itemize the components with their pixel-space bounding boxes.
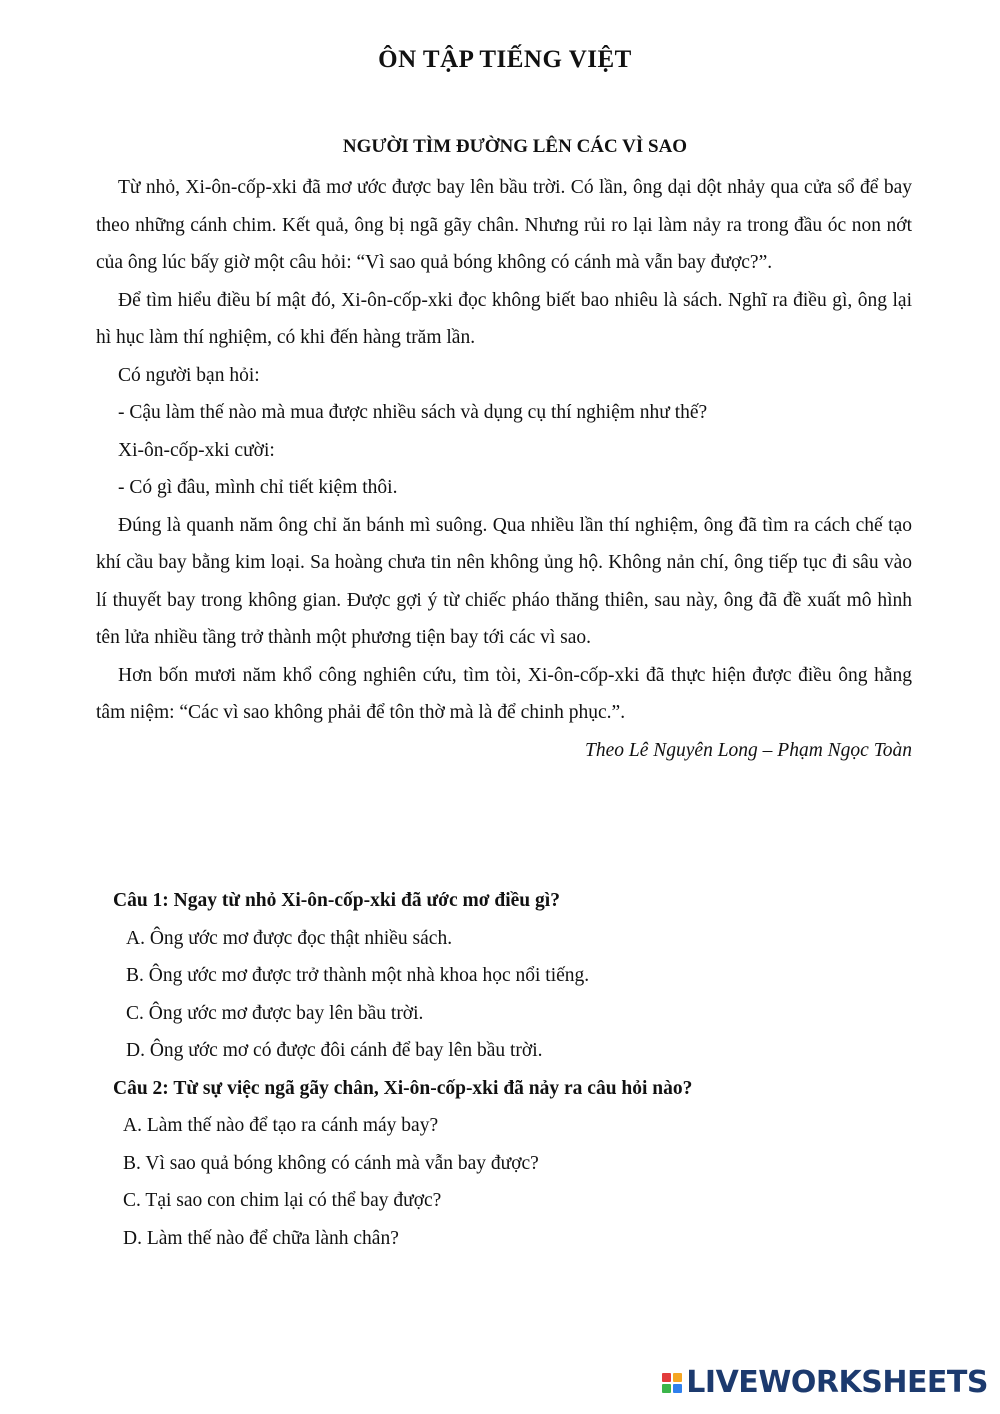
page-title: ÔN TẬP TIẾNG VIỆT: [378, 46, 632, 73]
passage-paragraph: - Có gì đâu, mình chỉ tiết kiệm thôi.: [118, 477, 398, 498]
answer-option-c[interactable]: C. Tại sao con chim lại có thể bay được?: [123, 1190, 442, 1211]
answer-option-a[interactable]: A. Làm thế nào để tạo ra cánh máy bay?: [123, 1115, 439, 1136]
passage-attribution: Theo Lê Nguyên Long – Phạm Ngọc Toàn: [585, 739, 912, 761]
passage-paragraph: Hơn bốn mươi năm khổ công nghiên cứu, tìm tòi, Xi-ôn-cốp-xki đã thực hiện được điều ông hằng tâm niệm: “Các vì sao không phải để tôn thờ mà là để chinh phục.”.: [96, 664, 912, 723]
answer-options: [96, 1107, 912, 1257]
liveworksheets-logo[interactable]: [662, 1365, 988, 1400]
answer-options: [96, 920, 912, 1070]
answer-option-d[interactable]: D. Ông ước mơ có được đôi cánh để bay lên bầu trời.: [126, 1040, 543, 1061]
logo-text: LIVEWORKSHEETS: [686, 1365, 988, 1400]
logo-square-icon: [673, 1384, 682, 1393]
passage-paragraph: Từ nhỏ, Xi-ôn-cốp-xki đã mơ ước được bay lên bầu trời. Có lần, ông dại dột nhảy qua cửa sổ để bay theo những cánh chim. Kết quả, ông bị ngã gãy chân. Nhưng rủi ro lại làm nảy ra trong đầu óc non nớt của ông lúc bấy giờ một câu hỏi: “Vì sao quả bóng không có cánh mà vẫn bay được?”.: [96, 177, 912, 273]
logo-square-icon: [662, 1384, 671, 1393]
answer-option-d[interactable]: D. Làm thế nào để chữa lành chân?: [123, 1227, 399, 1249]
answer-option-b[interactable]: B. Ông ước mơ được trở thành một nhà khoa học nổi tiếng.: [126, 965, 590, 986]
passage-paragraph: Đúng là quanh năm ông chỉ ăn bánh mì suông. Qua nhiều lần thí nghiệm, ông đã tìm ra cách chế tạo khí cầu bay bằng kim loại. Sa hoàng chưa tin nên không ủng hộ. Không nản chí, ông tiếp tục đi sâu vào lí thuyết bay trong không gian. Được gợi ý từ chiếc pháo thăng thiên, sau này, ông đã đề xuất mô hình tên lửa nhiều tầng trở thành một phương tiện bay tới các vì sao.: [96, 514, 912, 648]
question-2: [96, 1070, 912, 1258]
passage-paragraph: Có người bạn hỏi:: [118, 364, 260, 386]
reading-passage: [96, 169, 912, 769]
question-1: [96, 882, 912, 1070]
question-title: Câu 1: Ngay từ nhỏ Xi-ôn-cốp-xki đã ước mơ điều gì?: [113, 890, 560, 911]
answer-option-c[interactable]: C. Ông ước mơ được bay lên bầu trời.: [126, 1002, 424, 1024]
answer-option-b[interactable]: B. Vì sao quả bóng không có cánh mà vẫn bay được?: [123, 1152, 539, 1174]
logo-icon: [662, 1373, 682, 1393]
logo-square-icon: [673, 1373, 682, 1382]
logo-square-icon: [662, 1373, 671, 1382]
passage-paragraph: - Cậu làm thế nào mà mua được nhiều sách và dụng cụ thí nghiệm như thế?: [118, 402, 708, 423]
questions-section: [96, 882, 912, 1257]
question-title: Câu 2: Từ sự việc ngã gãy chân, Xi-ôn-cốp-xki đã nảy ra câu hỏi nào?: [113, 1077, 693, 1099]
passage-paragraph: Để tìm hiểu điều bí mật đó, Xi-ôn-cốp-xki đọc không biết bao nhiêu là sách. Nghĩ ra điều gì, ông lại hì hục làm thí nghiệm, có khi đến hàng trăm lần.: [96, 289, 912, 348]
answer-option-a[interactable]: A. Ông ước mơ được đọc thật nhiều sách.: [126, 927, 453, 949]
passage-paragraph: Xi-ôn-cốp-xki cười:: [118, 439, 275, 461]
story-title: NGƯỜI TÌM ĐƯỜNG LÊN CÁC VÌ SAO: [342, 136, 688, 157]
